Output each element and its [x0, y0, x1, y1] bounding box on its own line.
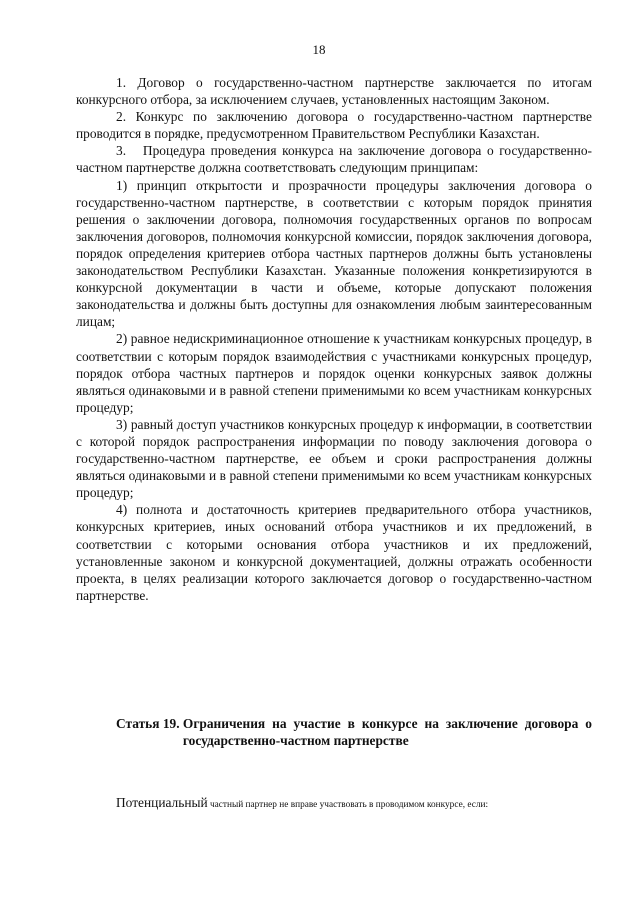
paragraph-2: 2. Конкурс по заключению договора о государственно-частном партнерстве проводится в порядке, предусмотренном Правительством Республики Казахстан. [76, 109, 592, 142]
page-number: 18 [312, 42, 326, 57]
article-19-lead-sentence [116, 794, 592, 814]
paragraph-3: 3. Процедура проведения конкурса на заключение договора о государственно-частном партнерстве должна соответствовать следующим принципам: [76, 143, 592, 176]
principle-1: 1) принцип открытости и прозрачности процедуры заключения договора о государственно-частном партнерстве, в соответствии с которым порядок принятия решения о заключении договора, полномочия государственных органов по вопросам заключения договоров, полномочия конкурсной комиссии, порядок заключения договора, порядок определения критериев отбора частных партнеров должны быть установлены законодательством Республики Казахстан. Указанные положения конкретизируются в конкурсной документации в части и объеме, которые допускают положения законодательства и должны быть доступны для ознакомления любым заинтересованным лицам; [76, 177, 592, 330]
principle-3: 3) равный доступ участников конкурсных процедур к информации, в соответствии с которой порядок распространения информации по поводу заключения договора о государственно-частном партнерстве, ее объем и сроки распространения должны являться одинаковыми и в равной степени применимыми ко всем участникам конкурсных процедур; [76, 416, 592, 501]
article-number: Статья 19. [116, 716, 183, 731]
paragraph-1: 1. Договор о государственно-частном партнерстве заключается по итогам конкурсного отбора, за исключением случаев, установленных настоящим Законом. [76, 75, 592, 108]
principle-4: 4) полнота и достаточность критериев предварительного отбора участников, конкурсных критериев, иных оснований отбора участников и их предложений, в соответствии с которыми основания отбора участников и их предложений, установленные законом и конкурсной документацией, должны отражать особенности проекта, в целях реализации которого заключается договор о государственно-частном партнерстве. [76, 502, 592, 603]
article-title: Ограничения на участие в конкурсе на заключение договора о государственно-частном партнерстве [182, 716, 592, 749]
lead-small-text: частный партнер не вправе участвовать в проводимом конкурсе, если: [207, 800, 489, 810]
principle-2: 2) равное недискриминационное отношение к участникам конкурсных процедур, в соответствии с которым порядок взаимодействия с участниками конкурсных процедур, порядок отбора частных партнеров и порядок оценки конкурсных заявок должны являться одинаковыми и в равной степени применимыми ко всем участникам конкурсных процедур; [76, 331, 592, 415]
lead-large-text: Потенциальный [116, 795, 208, 810]
article-18-body [76, 74, 592, 604]
article-19-heading [116, 715, 592, 749]
